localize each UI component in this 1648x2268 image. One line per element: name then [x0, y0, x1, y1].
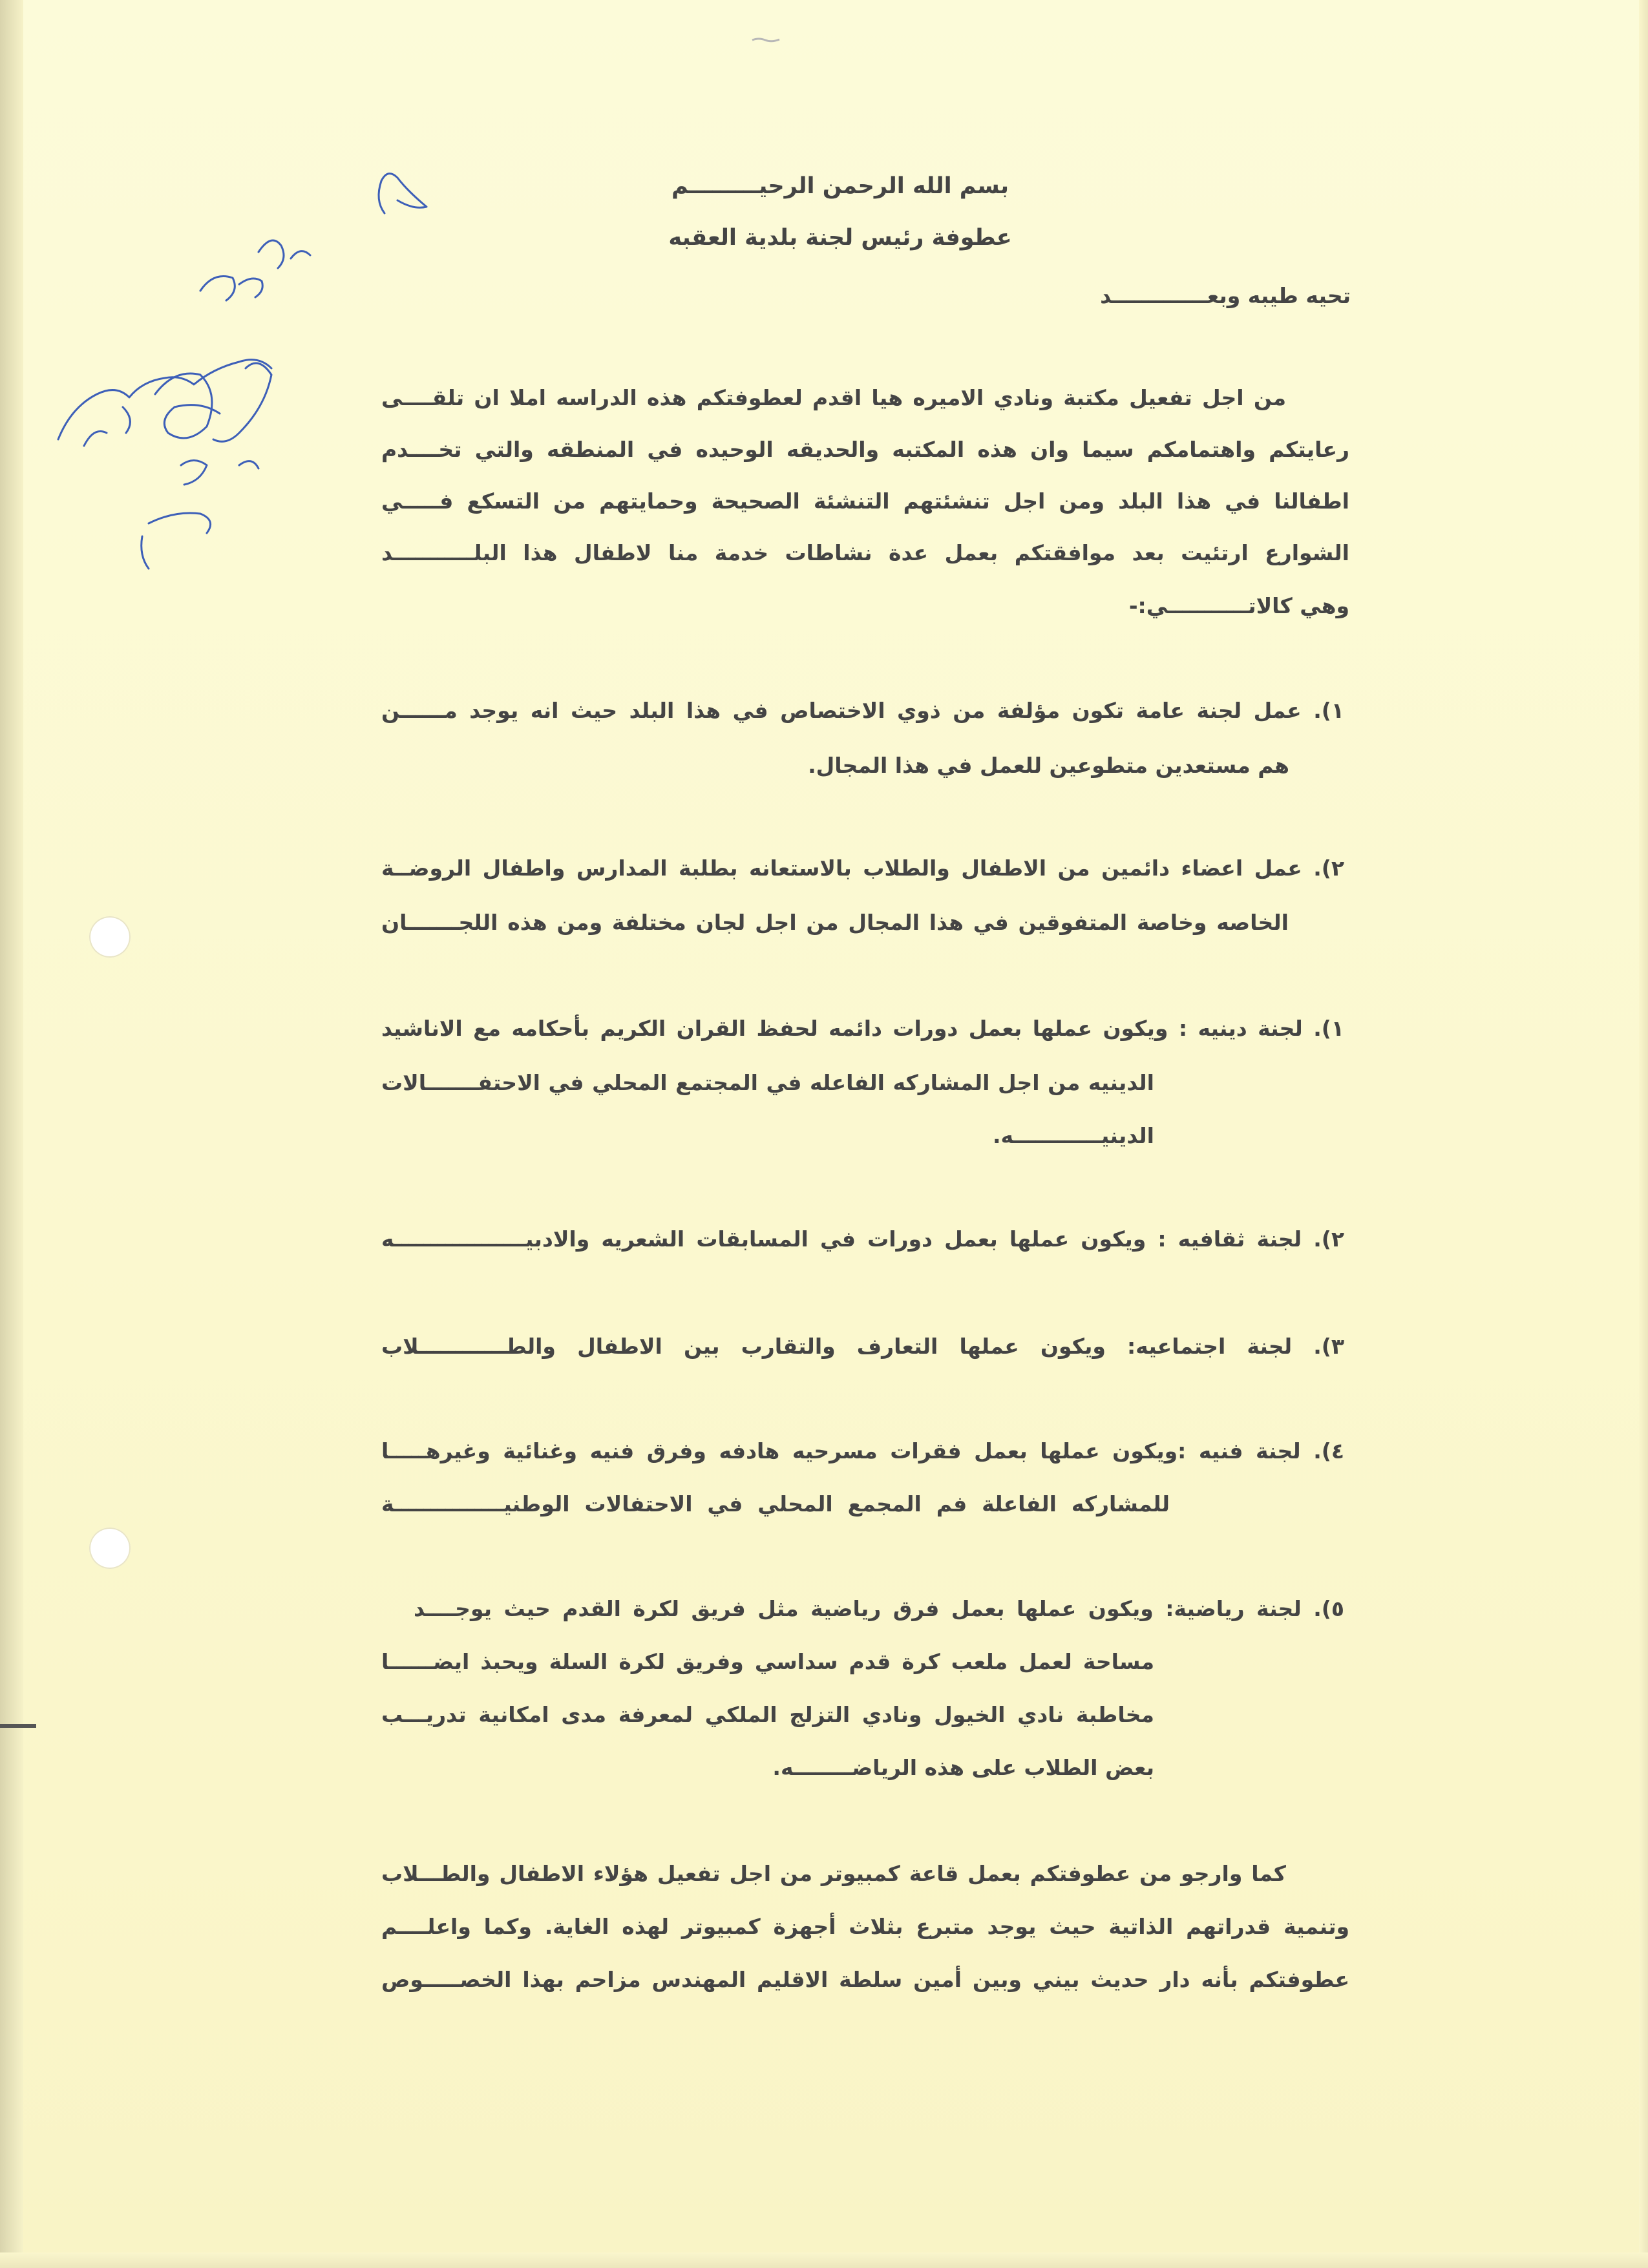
- committee1-line-2: الدينيه من اجل المشاركه الفاعله في المجتمع المحلي في الاحتفـــــــالات: [381, 1070, 1154, 1095]
- page-right-edge: [1639, 0, 1648, 2268]
- committee1-line-1: ١). لجنة دينيه : ويكون عملها بعمل دورات دائمه لحفظ القران الكريم بأحكامه مع الاناشيد: [381, 1016, 1344, 1041]
- committee4-line-2: للمشاركه الفاعلة فم المجمع المحلي في الاحتفالات الوطنيـــــــــــــــة: [381, 1491, 1170, 1517]
- addressee-title: عطوفة رئيس لجنة بلدية العقبه: [668, 225, 1012, 251]
- punch-hole-upper: [89, 916, 131, 958]
- intro-line-2: رعايتكم واهتمامكم سيما وان هذه المكتبه والحديقه الوحيده في المنطقه والتي تخــــدم: [381, 437, 1349, 462]
- scan-artifact-line: [0, 1724, 36, 1728]
- intro-line-5: وهي كالاتـــــــــــي:-: [1128, 593, 1349, 618]
- closing-line-3: عطوفتكم بأنه دار حديث بيني وبين أمين سلطة الاقليم المهندس مزاحم بهذا الخصـــــوص: [381, 1967, 1349, 1992]
- intro-line-3: اطفالنا في هذا البلد ومن اجل تنشئتهم التنشئة الصحيحة وحمايتهم من التسكع فـــــي: [381, 488, 1349, 514]
- committee2-line-1: ٢). لجنة ثقافيه : ويكون عملها بعمل دورات في المسابقات الشعريه والادبيــــــــــــــــــه: [381, 1226, 1344, 1252]
- item2-line-1: ٢). عمل اعضاء دائمين من الاطفال والطلاب بالاستعانه بطلبة المدارس واطفال الروضــة: [381, 856, 1344, 881]
- page-bottom-edge: [0, 2252, 1648, 2268]
- item1-line-2: هم مستعدين متطوعين للعمل في هذا المجال.: [808, 753, 1289, 778]
- page-left-edge: [0, 0, 23, 2268]
- committee3-line-1: ٣). لجنة اجتماعيه: ويكون عملها التعارف والتقارب بين الاطفال والطــــــــــــلاب: [381, 1334, 1344, 1359]
- top-ink-mark: [751, 36, 783, 43]
- closing-line-2: وتنمية قدراتهم الذاتية حيث يوجد متبرع بثلاث أجهزة كمبيوتر لهذه الغاية. وكما واعلــــم: [381, 1914, 1349, 1939]
- greeting: تحيه طيبه وبعـــــــــــــد: [1100, 283, 1351, 308]
- committee5-line-3: مخاطبة نادي الخيول ونادي التزلج الملكي لمعرفة مدى امكانية تدريـــب: [381, 1702, 1154, 1727]
- committee5-line-4: بعض الطلاب على هذه الرياضــــــــه.: [772, 1755, 1154, 1780]
- intro-line-4: الشوارع ارتئيت بعد موافقتكم بعمل عدة نشاطات خدمة منا لاطفال هذا البلـــــــــــد: [381, 540, 1349, 565]
- handwritten-annotation: [45, 162, 433, 575]
- punch-hole-lower: [89, 1528, 131, 1569]
- committee4-line-1: ٤). لجنة فنيه :ويكون عملها بعمل فقرات مسرحيه هادفه وفرق فنيه وغنائية وغيرهـــــا: [381, 1438, 1344, 1464]
- item1-line-1: ١). عمل لجنة عامة تكون مؤلفة من ذوي الاختصاص في هذا البلد حيث انه يوجد مــــــن: [381, 698, 1344, 723]
- item2-line-2: الخاصه وخاصة المتفوقين في هذا المجال من اجل لجان مختلفة ومن هذه اللجـــــــان: [381, 910, 1289, 935]
- committee5-line-2: مساحة لعمل ملعب كرة قدم سداسي وفريق لكرة السلة ويحبذ ايضــــــا: [381, 1649, 1154, 1674]
- committee1-line-3: الدينيــــــــــــه.: [993, 1123, 1154, 1148]
- intro-line-1: من اجل تفعيل مكتبة ونادي الاميره هيا اقدم لعطوفتكم هذه الدراسه املا ان تلقــــى: [381, 385, 1286, 410]
- committee5-line-1: ٥). لجنة رياضية: ويكون عملها بعمل فرق رياضية مثل فريق لكرة القدم حيث يوجــــد: [414, 1596, 1344, 1621]
- closing-line-1: كما وارجو من عطوفتكم بعمل قاعة كمبيوتر من اجل تفعيل هؤلاء الاطفال والطـــلاب: [381, 1861, 1286, 1886]
- basmala: بسم الله الرحمن الرحيـــــــــم: [671, 173, 1009, 199]
